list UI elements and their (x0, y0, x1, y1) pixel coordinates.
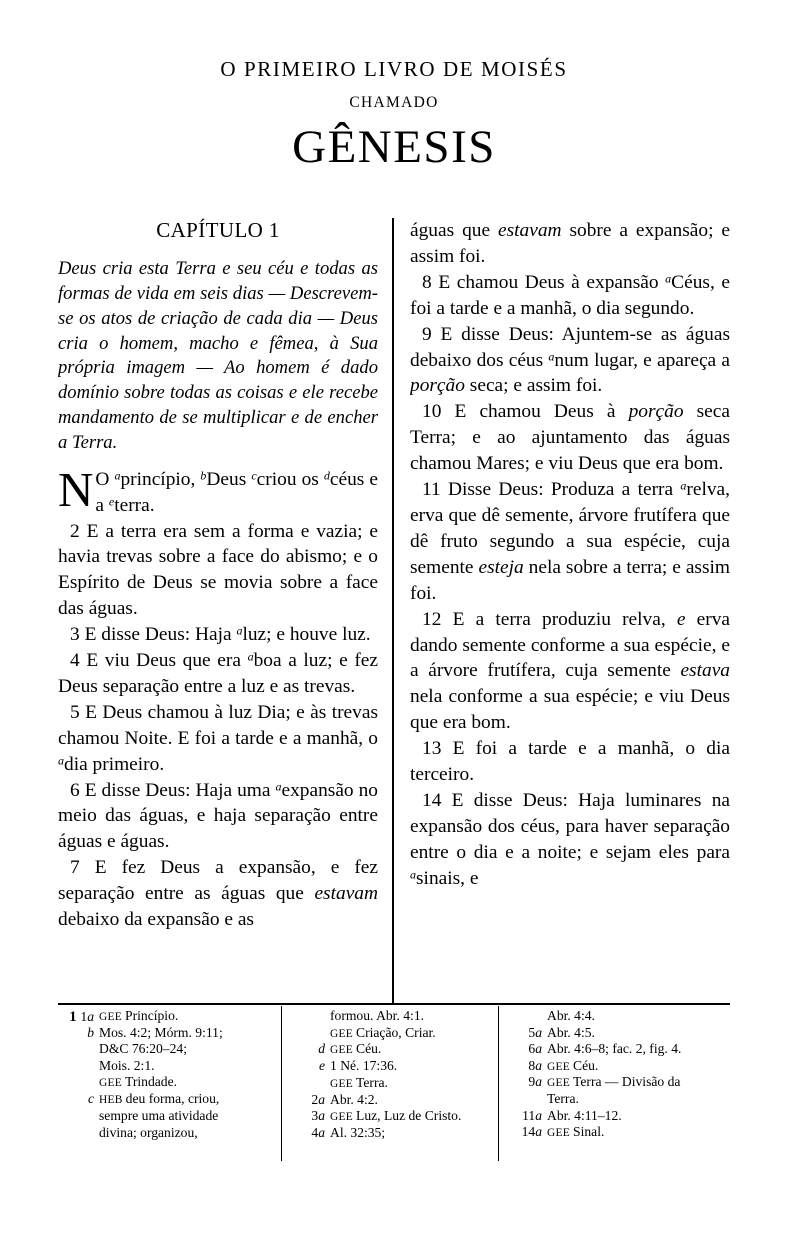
verse-number: 13 (422, 738, 442, 760)
footnote-text: Trindade. (125, 1074, 178, 1090)
footnote-column-1 (58, 1008, 266, 1141)
footnote-line (58, 1025, 266, 1042)
footnote-separator-rule (58, 1003, 730, 1005)
footnote-text: Princípio. (125, 1008, 179, 1023)
verse-5: 5 E Deus chamou à luz Dia; e às trevas chamou Noite. E foi a tarde e a manhã, o $^a$dia primeiro. (58, 701, 378, 775)
footnote-line (289, 1058, 497, 1075)
verse-8: 8 E chamou Deus à expansão $^a$Céus, e foi a tarde e a manhã, o dia segundo. (410, 271, 730, 319)
verse-12: 12 E a terra produziu relva, e erva dando semente conforme a sua espécie, e a árvore frutífera, cuja semente estava nela conforme a sua espécie; e viu Deus que era bom. (410, 608, 730, 734)
drop-cap: N (58, 461, 94, 517)
footnote-line (289, 1008, 497, 1025)
masthead (58, 58, 730, 174)
verse-number: 4 (70, 650, 80, 672)
footnote-key (289, 1125, 325, 1142)
footnote-smallcaps-tag: GEE (330, 1077, 357, 1090)
footnotes-block (58, 1008, 730, 1166)
footnote-line (58, 1058, 266, 1075)
footnote-ref-d[interactable]: d (323, 468, 330, 483)
footnote-line (58, 1074, 266, 1091)
footnote-line (289, 1108, 497, 1125)
footnote-smallcaps-tag: GEE (330, 1111, 357, 1124)
footnote-text: Céu. (356, 1041, 382, 1057)
emphasis: porção (410, 375, 465, 397)
emphasis: estavam (498, 220, 562, 241)
footnote-line (506, 1008, 714, 1025)
verse-number: 5 (70, 701, 80, 723)
footnote-divider-2 (498, 1006, 499, 1161)
footnote-letter[interactable]: a (318, 1125, 325, 1141)
footnote-chapter-marker: 1 (69, 1009, 81, 1025)
verse-1: N O $^a$princípio, $^b$Deus $^c$criou os $^d$céus e a $^e$terra. (58, 461, 378, 517)
footnote-letter[interactable]: e (318, 1058, 325, 1074)
footnote-verse-number: 6 (528, 1041, 536, 1057)
footnote-line (506, 1091, 714, 1108)
footnote-smallcaps-tag: GEE (330, 1044, 357, 1057)
footnote-letter[interactable]: a (535, 1074, 542, 1090)
verses-right (410, 218, 730, 892)
footnote-ref-a[interactable]: a (680, 478, 687, 493)
footnote-letter[interactable]: a (535, 1024, 542, 1040)
footnote-text: Abr. 4:11–12. (547, 1107, 622, 1123)
footnote-verse-number: 1 (80, 1009, 88, 1024)
footnote-line (58, 1008, 266, 1025)
footnote-smallcaps-tag: GEE (547, 1060, 574, 1073)
footnote-key (506, 1025, 542, 1042)
emphasis: e (676, 608, 686, 630)
footnote-key (289, 1041, 325, 1058)
footnote-text: divina; organizou, (99, 1124, 198, 1140)
footnote-key (289, 1108, 325, 1125)
footnote-ref-e[interactable]: e (108, 494, 115, 509)
footnote-ref-a[interactable]: a (548, 349, 555, 364)
verse-14: 14 E disse Deus: Haja luminares na expansão dos céus, para haver separação entre o dia e a noite; e sejam eles para $^a$sinais, e (410, 789, 730, 889)
footnote-line (506, 1124, 714, 1141)
footnote-letter[interactable]: a (535, 1124, 542, 1140)
footnote-text: Terra. (356, 1074, 388, 1090)
footnote-letter[interactable]: c (87, 1091, 94, 1107)
verse-11: 11 Disse Deus: Produza a terra $^a$relva, erva que dê semente, árvore frutífera que dê fruto segundo a sua espécie, cuja semente esteja nela sobre a terra; e assim foi. (410, 478, 730, 604)
verse-7: 7 E fez Deus a expansão, e fez separação entre as águas que estavam debaixo da expansão e as (58, 857, 378, 931)
footnote-line (289, 1041, 497, 1058)
footnote-line (58, 1108, 266, 1125)
footnote-verse-number: 5 (528, 1024, 536, 1040)
emphasis: porção (628, 401, 684, 423)
verse-number: 8 (422, 271, 432, 293)
footnote-key (289, 1092, 325, 1109)
footnote-text: deu forma, criou, (125, 1091, 220, 1107)
book-title: GÊNESIS (292, 121, 496, 174)
footnote-key (58, 1091, 94, 1108)
verse-7-continued: águas que estavam sobre a expansão; e assim foi. (410, 220, 730, 267)
footnote-key (506, 1124, 542, 1141)
footnote-line (58, 1091, 266, 1108)
verse-6: 6 E disse Deus: Haja uma $^a$expansão no meio das águas, e haja separação entre águas e águas. (58, 779, 378, 853)
footnote-smallcaps-tag: GEE (547, 1127, 574, 1140)
footnote-verse-number: 9 (528, 1074, 536, 1090)
verses-left (58, 461, 378, 933)
footnote-ref-a[interactable]: a (410, 867, 417, 882)
footnote-text: Criação, Criar. (356, 1024, 436, 1040)
verse-10: 10 E chamou Deus à porção seca Terra; e ao ajuntamento das águas chamou Mares; e viu Deus que era bom. (410, 401, 730, 475)
footnote-letter[interactable]: b (87, 1024, 94, 1040)
footnote-ref-a[interactable]: a (665, 271, 672, 286)
footnote-line (506, 1025, 714, 1042)
footnote-key (506, 1041, 542, 1058)
verse-3: 3 E disse Deus: Haja $^a$luz; e houve luz. (70, 623, 371, 646)
footnote-verse-number: 14 (521, 1124, 536, 1140)
footnote-ref-a[interactable]: a (236, 623, 243, 638)
footnote-letter[interactable]: a (535, 1057, 542, 1073)
book-super-title: O PRIMEIRO LIVRO DE MOISÉS (220, 57, 568, 81)
footnote-text: 1 Né. 17:36. (330, 1058, 398, 1074)
footnote-text: Mois. 2:1. (99, 1057, 155, 1073)
footnote-smallcaps-tag: GEE (99, 1011, 126, 1023)
footnote-verse-number: 2 (311, 1091, 319, 1107)
verse-number: 12 (422, 608, 442, 630)
footnote-key (506, 1108, 542, 1125)
chapter-heading: CAPÍTULO 1 (156, 218, 280, 242)
footnote-column-3 (506, 1008, 714, 1141)
footnote-verse-number: 4 (311, 1125, 319, 1141)
footnote-verse-number: 3 (311, 1108, 319, 1124)
footnote-key (58, 1025, 94, 1042)
footnote-ref-a[interactable]: a (247, 649, 254, 664)
verse-number: 3 (70, 624, 80, 646)
column-left (58, 218, 378, 1003)
footnote-text: formou. Abr. 4:1. (330, 1008, 425, 1023)
footnote-text: Al. 32:35; (330, 1125, 386, 1141)
footnote-smallcaps-tag: GEE (547, 1077, 574, 1090)
emphasis: esteja (478, 556, 524, 578)
footnote-column-2 (289, 1008, 497, 1142)
footnote-letter[interactable]: a (318, 1091, 325, 1107)
verse-number: 2 (70, 520, 80, 542)
verse-number: 6 (70, 779, 80, 801)
emphasis: estavam (314, 883, 378, 905)
footnote-ref-a[interactable]: a (114, 468, 121, 483)
verse-number: 7 (70, 857, 80, 879)
emphasis: estava (680, 660, 730, 682)
footnote-text: Abr. 4:5. (547, 1024, 595, 1040)
column-right (410, 218, 730, 1003)
footnote-ref-c[interactable]: c (251, 468, 257, 483)
footnote-line (58, 1041, 266, 1058)
footnote-letter[interactable]: a (87, 1009, 94, 1024)
footnote-key (506, 1058, 542, 1075)
footnote-text: Céu. (573, 1057, 599, 1073)
book-called-label: CHAMADO (349, 94, 439, 112)
footnote-line (506, 1058, 714, 1075)
footnote-smallcaps-tag: HEB (99, 1094, 126, 1107)
footnote-text: Terra. (547, 1091, 579, 1107)
footnote-line (289, 1025, 497, 1042)
footnote-line (506, 1041, 714, 1058)
footnote-line (506, 1108, 714, 1125)
footnote-text: Terra — Divisão da (573, 1074, 681, 1090)
verse-number: 11 (422, 479, 441, 501)
footnote-letter[interactable]: a (535, 1041, 542, 1057)
chapter-summary: Deus cria esta Terra e seu céu e todas as formas de vida em seis dias — Descrevem-se os atos de criação de cada dia — Deus cria o homem, macho e fêmea, à Sua própria imagem — Ao homem é dado domínio sobre todas as coisas e ele recebe mandamento de se multiplicar e de encher a Terra. (58, 258, 378, 453)
footnote-text: Abr. 4:6–8; fac. 2, fig. 4. (547, 1041, 682, 1057)
body-columns (58, 218, 730, 1003)
footnote-text: Luz, Luz de Cristo. (356, 1108, 462, 1124)
footnote-line (289, 1075, 497, 1092)
verse-number: 14 (422, 789, 442, 811)
verse-13: 13 E foi a tarde e a manhã, o dia terceiro. (410, 738, 730, 786)
footnote-key (58, 1008, 94, 1026)
footnote-key (506, 1074, 542, 1091)
footnote-text: Abr. 4:2. (330, 1091, 378, 1107)
footnote-letter[interactable]: a (318, 1108, 325, 1124)
verse-4: 4 E viu Deus que era $^a$boa a luz; e fez Deus separação entre a luz e as trevas. (58, 649, 378, 697)
footnote-ref-a[interactable]: a (275, 779, 282, 794)
verse-number: 9 (422, 323, 432, 345)
footnote-text: sempre uma atividade (99, 1108, 219, 1124)
footnote-ref-b[interactable]: b (200, 468, 207, 483)
column-divider (392, 218, 394, 1003)
footnote-text: Mos. 4:2; Mórm. 9:11; (99, 1024, 223, 1040)
footnote-smallcaps-tag: GEE (99, 1077, 126, 1090)
footnote-line (289, 1125, 497, 1142)
footnote-line (289, 1092, 497, 1109)
footnote-divider-1 (281, 1006, 282, 1161)
verse-2: 2 E a terra era sem a forma e vazia; e havia trevas sobre a face do abismo; e o Espírito de Deus se movia sobre a face das águas. (58, 520, 378, 620)
footnote-key (289, 1058, 325, 1075)
footnote-ref-a[interactable]: a (58, 753, 65, 768)
footnote-line (506, 1074, 714, 1091)
footnote-letter[interactable]: d (318, 1041, 325, 1057)
footnote-text: D&C 76:20–24; (99, 1041, 187, 1057)
footnote-letter[interactable]: a (535, 1107, 542, 1123)
footnote-smallcaps-tag: GEE (330, 1027, 357, 1040)
footnote-verse-number: 8 (528, 1057, 536, 1073)
verse-9: 9 E disse Deus: Ajuntem-se as águas debaixo dos céus $^a$num lugar, e apareça a porção seca; e assim foi. (410, 323, 730, 397)
footnote-text: Sinal. (573, 1124, 605, 1140)
footnote-verse-number: 11 (522, 1107, 536, 1123)
verse-number: 10 (422, 401, 442, 423)
footnote-text: Abr. 4:4. (547, 1008, 595, 1023)
footnote-line (58, 1125, 266, 1142)
